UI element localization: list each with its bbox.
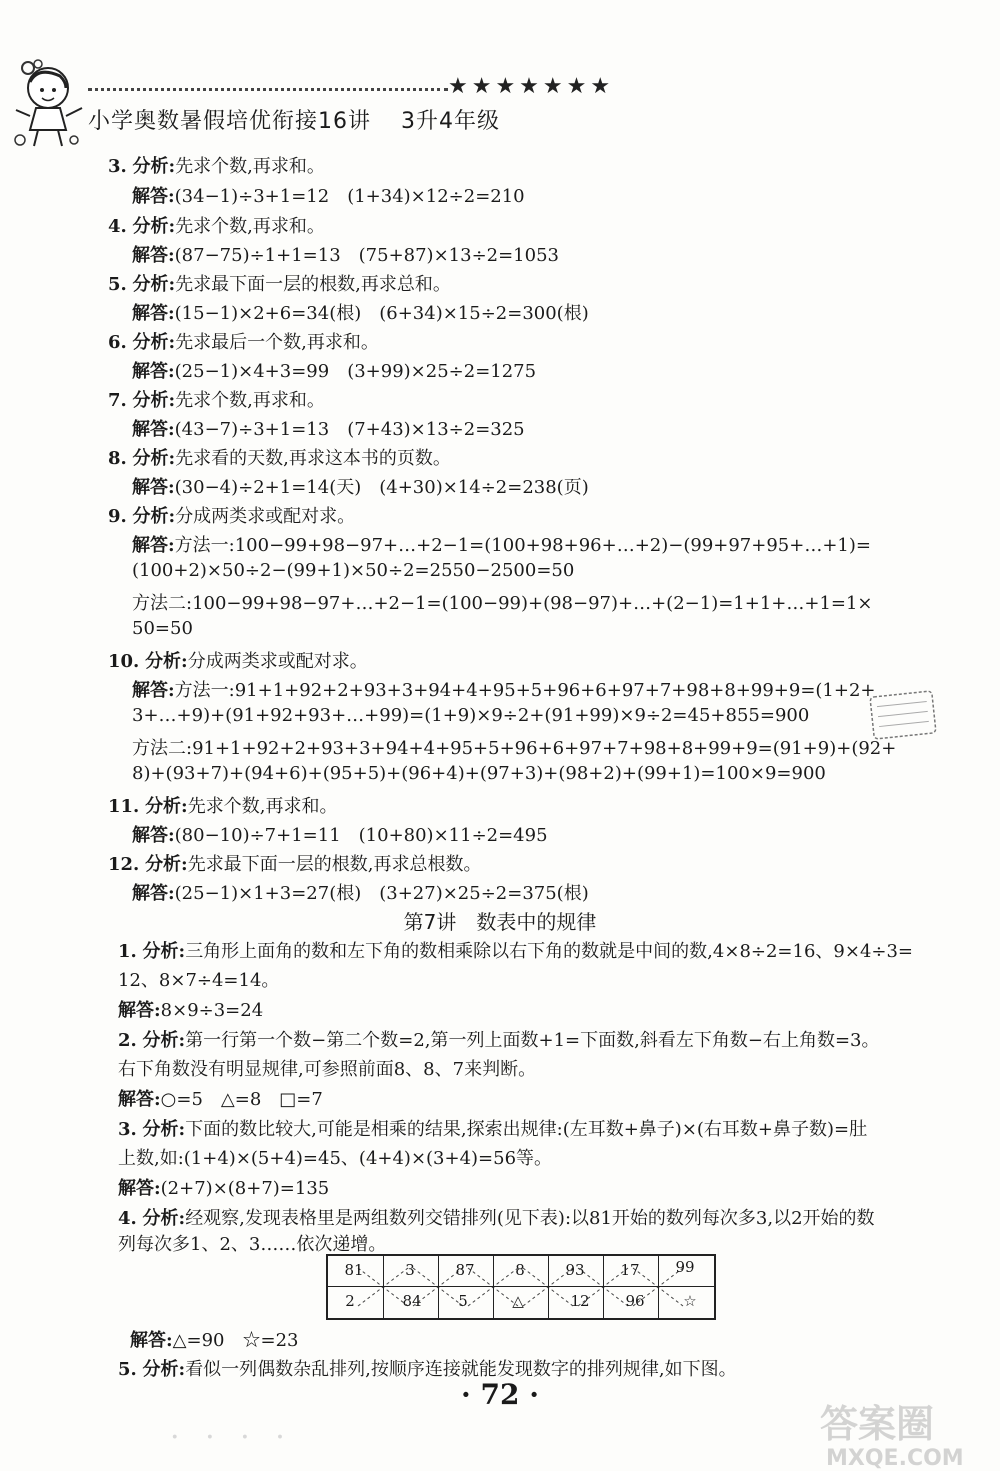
watermark-text: 答案圈 [820,1402,935,1446]
s4-analysis-line2: 列每次多1、2、3……依次递增。 [118,1234,387,1255]
book-title [88,104,500,135]
watermark-url: MXQE.COM [826,1446,964,1471]
s3-answer: 解答:(2+7)×(8+7)=135 [118,1178,330,1199]
table-bottom-cell: 2 [345,1292,355,1310]
table-top-cell: 81 [344,1261,364,1279]
page-header [0,0,1000,160]
item-9-analysis: 9. 分析:分成两类求或配对求。 [108,506,356,527]
item-10-answer-line2: 3+…+9)+(91+92+93+…+99)=(1+9)×9÷2+(91+99)×9÷2=45+855=900 [132,705,810,726]
item-11-analysis: 11. 分析:先求个数,再求和。 [108,796,338,817]
s1-analysis: 1. 分析:三角形上面角的数和左下角的数相乘除以右下角的数就是中间的数,4×8÷2=16、9×4÷3= [118,941,914,962]
faint-decoration: · · · · [170,1420,293,1455]
item-8-analysis: 8. 分析:先求看的天数,再求这本书的页数。 [108,448,451,469]
s2-answer: 解答:○=5 △=8 □=7 [118,1089,323,1110]
item-10-analysis: 10. 分析:分成两类求或配对求。 [108,651,368,672]
item-12-analysis: 12. 分析:先求最下面一层的根数,再求总根数。 [108,854,482,875]
item-3-analysis: 3. 分析:先求个数,再求和。 [108,156,325,177]
table-bottom-cell: △ [512,1292,524,1310]
item-6-answer: 解答:(25−1)×4+3=99 (3+99)×25÷2=1275 [132,361,537,382]
item-6-analysis: 6. 分析:先求最后一个数,再求和。 [108,332,379,353]
watermark-logo [810,1395,1000,1471]
item-5-answer: 解答:(15−1)×2+6=34(根) (6+34)×15÷2=300(根) [132,303,589,324]
table-bottom-cell: 96 [625,1292,645,1310]
table-top-cell: 3 [405,1261,415,1279]
item-12-answer: 解答:(25−1)×1+3=27(根) (3+27)×25÷2=375(根) [132,883,589,904]
item-11-answer: 解答:(80−10)÷7+1=11 (10+80)×11÷2=495 [132,825,548,846]
item-10-answer-line1: 解答:方法一:91+1+92+2+93+3+94+4+95+5+96+6+97+7+98+8+99+9=(1+2+ [132,680,876,701]
table-bottom-cell: 12 [570,1292,590,1310]
table-bottom-cell: 5 [458,1292,468,1310]
table-bottom-cell: ☆ [683,1292,697,1310]
item-5-analysis: 5. 分析:先求最下面一层的根数,再求总和。 [108,274,451,295]
section-title: 第7讲 数表中的规律 [403,910,597,934]
item-9-answer-line1: 解答:方法一:100−99+98−97+…+2−1=(100+98+96+…+2)−(99+97+95+…+1)= [132,535,871,556]
header-stars: ★★★★★★★ [448,74,615,99]
table-top-cell: 87 [455,1261,475,1279]
item-4-answer: 解答:(87−75)÷1+1=13 (75+87)×13÷2=1053 [132,245,559,266]
item-4-analysis: 4. 分析:先求个数,再求和。 [108,216,325,237]
s3-analysis-line2: 上数,如:(1+4)×(5+4)=45、(4+4)×(3+4)=56等。 [118,1148,553,1169]
s1-answer: 解答:8×9÷3=24 [118,1000,264,1021]
table-top-cell: 8 [515,1261,525,1279]
table-top-cell: 17 [620,1261,640,1279]
s5-analysis: 5. 分析:看似一列偶数杂乱排列,按顺序连接就能发现数字的排列规律,如下图。 [118,1359,737,1380]
item-9-answer-line3: 方法二:100−99+98−97+…+2−1=(100−99)+(98−97)+…+(2−1)=1+1+…+1=1× [132,593,873,614]
item-10-answer-line3: 方法二:91+1+92+2+93+3+94+4+95+5+96+6+97+7+98+8+99+9=(91+9)+(92+ [132,738,897,759]
table-top-cell: 93 [565,1261,585,1279]
s4-analysis: 4. 分析:经观察,发现表格里是两组数列交错排列(见下表):以81开始的数列每次多3,以2开始的数 [118,1208,875,1229]
s3-analysis: 3. 分析:下面的数比较大,可能是相乘的结果,探索出规律:(左耳数+鼻子)×(右耳数+鼻子数)=肚 [118,1119,868,1140]
table-top-cell: 99 [675,1258,695,1276]
number-sequence-table [326,1254,716,1320]
item-9-answer-line2: (100+2)×50÷2−(99+1)×50÷2=2550−2500=50 [132,560,575,581]
s1-analysis-line2: 12、8×7÷4=14。 [118,970,280,991]
book-title-text: 小学奥数暑假培优衔接16讲 [88,109,371,134]
item-7-analysis: 7. 分析:先求个数,再求和。 [108,390,325,411]
stamp-icon [866,686,941,743]
item-8-answer: 解答:(30−4)÷2+1=14(天) (4+30)×14÷2=238(页) [132,477,589,498]
s2-analysis: 2. 分析:第一行第一个数−第二个数=2,第一列上面数+1=下面数,斜看左下角数−右上角数=3。 [118,1030,880,1051]
item-10-answer-line4: 8)+(93+7)+(94+6)+(95+5)+(96+4)+(97+3)+(98+2)+(99+1)=100×9=900 [132,763,826,784]
s2-analysis-line2: 右下角数没有明显规律,可参照前面8、8、7来判断。 [118,1059,537,1080]
item-9-answer-line4: 50=50 [132,618,193,639]
grade-label: 3升4年级 [401,109,500,134]
s4-answer: 解答:△=90 ☆=23 [130,1330,299,1351]
item-3-answer: 解答:(34−1)÷3+1=12 (1+34)×12÷2=210 [132,186,525,207]
item-7-answer: 解答:(43−7)÷3+1=13 (7+43)×13÷2=325 [132,419,525,440]
cartoon-girl-icon [8,58,88,150]
header-dotted-line [88,88,448,91]
table-bottom-cell: 84 [402,1292,422,1310]
page-number: · 72 · [461,1378,539,1411]
